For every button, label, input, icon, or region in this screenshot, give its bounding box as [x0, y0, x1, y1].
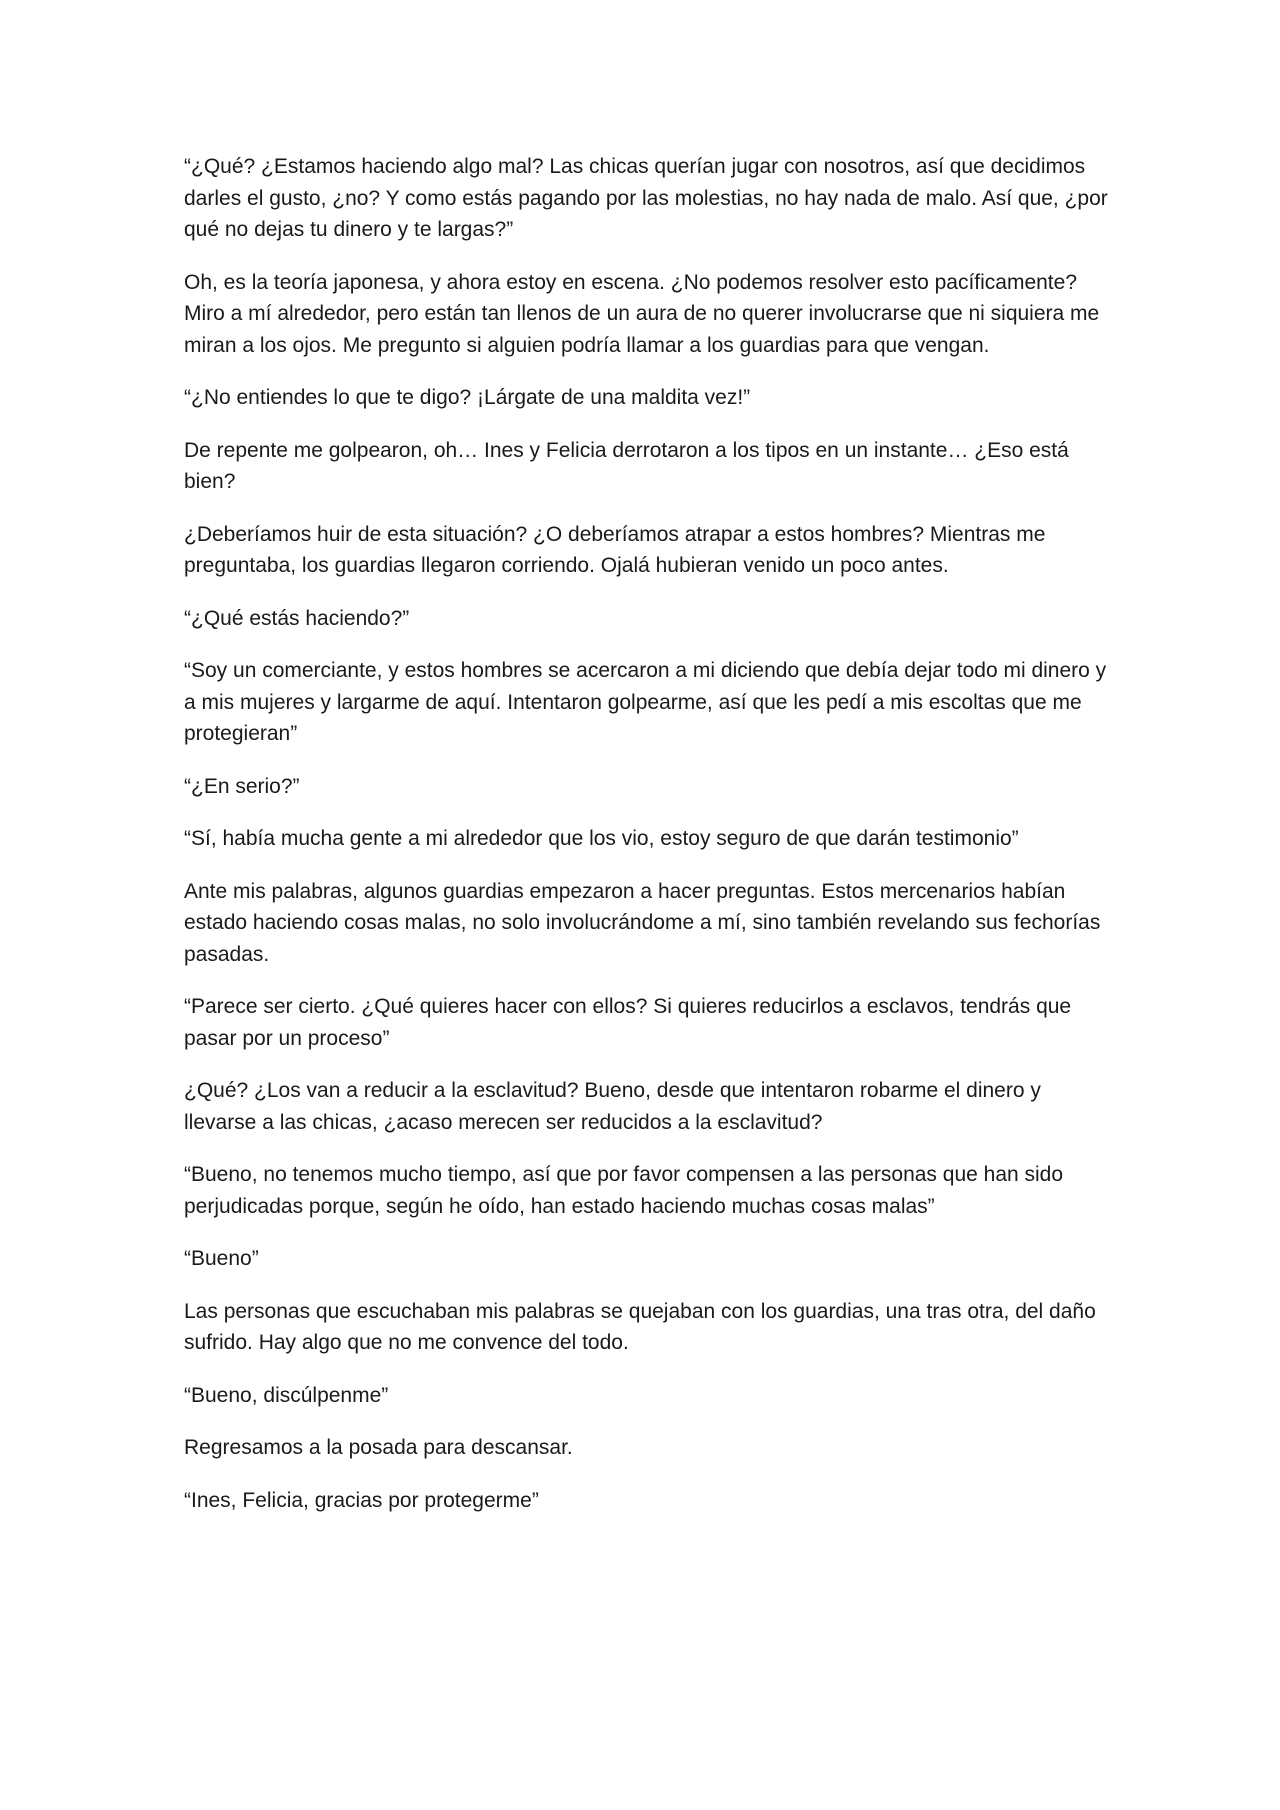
document-page — [184, 151, 1114, 1537]
paragraph: “Sí, había mucha gente a mi alrededor que los vio, estoy seguro de que darán testimonio” — [184, 827, 1019, 850]
paragraph: “¿Qué? ¿Estamos haciendo algo mal? Las chicas querían jugar con nosotros, así que decidimos darles el gusto, ¿no? Y como estás pagando por las molestias, no hay nada de malo. Así que, ¿por qué no dejas tu dinero y te largas?” — [184, 155, 1108, 241]
paragraph: “Ines, Felicia, gracias por protegerme” — [184, 1488, 539, 1512]
paragraph: De repente me golpearon, oh… Ines y Felicia derrotaron a los tipos en un instante… ¿Eso está bien? — [184, 438, 1069, 493]
paragraph: “Soy un comerciante, y estos hombres se acercaron a mi diciendo que debía dejar todo mi dinero y a mis mujeres y largarme de aquí. Intentaron golpearme, así que les pedí a mis escoltas que me protegieran” — [184, 659, 1107, 745]
paragraph: “Bueno” — [184, 1247, 259, 1270]
paragraph: “¿Qué estás haciendo?” — [184, 606, 410, 630]
paragraph: “Bueno, no tenemos mucho tiempo, así que por favor compensen a las personas que han sido perjudicadas porque, según he oído, han estado haciendo muchas cosas malas” — [184, 1163, 1064, 1218]
paragraph: ¿Qué? ¿Los van a reducir a la esclavitud? Bueno, desde que intentaron robarme el dinero y llevarse a las chicas, ¿acaso merecen ser reducidos a la esclavitud? — [184, 1079, 1041, 1134]
paragraph: “Bueno, discúlpenme” — [184, 1383, 389, 1407]
paragraph: Regresamos a la posada para descansar. — [184, 1436, 573, 1459]
paragraph: “¿En serio?” — [184, 774, 300, 798]
paragraph: Oh, es la teoría japonesa, y ahora estoy en escena. ¿No podemos resolver esto pacíficamente? Miro a mí alrededor, pero están tan llenos de un aura de no querer involucrarse que ni siquiera me miran a los ojos. Me pregunto si alguien podría llamar a los guardias para que vengan. — [184, 270, 1100, 357]
paragraph: “Parece ser cierto. ¿Qué quieres hacer con ellos? Si quieres reducirlos a esclavos, tendrás que pasar por un proceso” — [184, 995, 1072, 1050]
paragraph: Las personas que escuchaban mis palabras se quejaban con los guardias, una tras otra, del daño sufrido. Hay algo que no me convence del todo. — [184, 1299, 1096, 1354]
paragraph: ¿Deberíamos huir de esta situación? ¿O deberíamos atrapar a estos hombres? Mientras me preguntaba, los guardias llegaron corriendo. Ojalá hubieran venido un poco antes. — [184, 522, 1046, 577]
paragraph: Ante mis palabras, algunos guardias empezaron a hacer preguntas. Estos mercenarios habían estado haciendo cosas malas, no solo involucrándome a mí, sino también revelando sus fechorías pasadas. — [184, 879, 1101, 966]
paragraph: “¿No entiendes lo que te digo? ¡Lárgate de una maldita vez!” — [184, 386, 751, 409]
